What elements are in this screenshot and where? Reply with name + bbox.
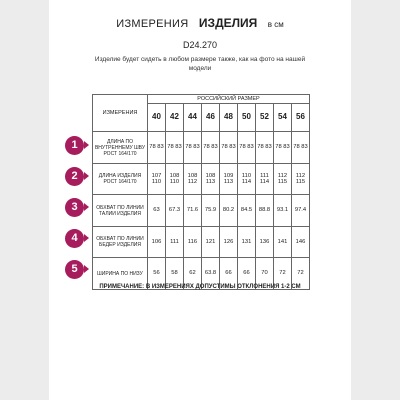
table-cell: 62 xyxy=(184,258,202,290)
size-header: 56 xyxy=(292,104,310,132)
table-cell: 78 83 xyxy=(202,132,220,164)
table-cell: 110 114 xyxy=(238,164,256,195)
table-cell: 131 xyxy=(238,227,256,258)
row-label: ОБХВАТ ПО ЛИНИИ БЕДЕР ИЗДЕЛИЯ xyxy=(93,227,148,258)
table-cell: 78 83 xyxy=(274,132,292,164)
size-table xyxy=(92,94,310,290)
size-header: 48 xyxy=(220,104,238,132)
size-header: 50 xyxy=(238,104,256,132)
badge-pointer xyxy=(84,141,89,149)
row-label: ШИРИНА ПО НИЗУ xyxy=(93,258,148,290)
title-units: в см xyxy=(267,20,284,29)
table-cell: 78 83 xyxy=(166,132,184,164)
table-cell: 146 xyxy=(292,227,310,258)
table-cell: 93.1 xyxy=(274,195,292,227)
table-cell: 111 114 xyxy=(256,164,274,195)
size-chart-sheet xyxy=(49,0,351,400)
size-header: 46 xyxy=(202,104,220,132)
table-cell: 63.8 xyxy=(202,258,220,290)
row-number-badge: 5 xyxy=(65,260,84,279)
table-cell: 67.3 xyxy=(166,195,184,227)
table-cell: 66 xyxy=(220,258,238,290)
size-group-label: РОССИЙСКИЙ РАЗМЕР xyxy=(148,95,310,104)
size-header: 42 xyxy=(166,104,184,132)
table-cell: 78 83 xyxy=(238,132,256,164)
badge-pointer xyxy=(84,265,89,273)
title-product: ИЗДЕЛИЯ xyxy=(198,16,258,30)
table-cell: 78 83 xyxy=(220,132,238,164)
table-cell: 71.6 xyxy=(184,195,202,227)
table-cell: 97.4 xyxy=(292,195,310,227)
badge-pointer xyxy=(84,203,89,211)
table-cell: 84.5 xyxy=(238,195,256,227)
table-cell: 121 xyxy=(202,227,220,258)
corner-label: ИЗМЕРЕНИЯ xyxy=(93,95,148,132)
badge-pointer xyxy=(84,172,89,180)
row-number-badge: 4 xyxy=(65,229,84,248)
page-title xyxy=(49,14,351,32)
table-cell: 70 xyxy=(256,258,274,290)
table-cell: 63 xyxy=(148,195,166,227)
badge-pointer xyxy=(84,234,89,242)
table-cell: 58 xyxy=(166,258,184,290)
table-cell: 116 xyxy=(184,227,202,258)
table-cell: 112 115 xyxy=(292,164,310,195)
table-cell: 136 xyxy=(256,227,274,258)
row-number-badge: 3 xyxy=(65,198,84,217)
table-cell: 88.8 xyxy=(256,195,274,227)
title-measurements: ИЗМЕРЕНИЯ xyxy=(116,18,189,30)
table-cell: 78 83 xyxy=(184,132,202,164)
size-header: 54 xyxy=(274,104,292,132)
fit-note: Изделие будет сидеть в любом размере также, как на фото на нашей модели xyxy=(94,56,306,72)
table-cell: 111 xyxy=(166,227,184,258)
table-cell: 75.9 xyxy=(202,195,220,227)
table-cell: 108 113 xyxy=(202,164,220,195)
size-header: 40 xyxy=(148,104,166,132)
row-number-badge: 1 xyxy=(65,136,84,155)
article-number: D24.270 xyxy=(182,40,218,50)
table-cell: 126 xyxy=(220,227,238,258)
table-row xyxy=(93,164,310,195)
table-cell: 112 115 xyxy=(274,164,292,195)
table-cell: 66 xyxy=(238,258,256,290)
table-row xyxy=(93,227,310,258)
table-cell: 56 xyxy=(148,258,166,290)
tolerance-note: ПРИМЕЧАНИЕ: В ИЗМЕРЕНИЯХ ДОПУСТИМЫ ОТКЛОНЕНИЯ 1-2 СМ xyxy=(99,284,301,290)
size-header: 52 xyxy=(256,104,274,132)
row-label: ДЛИНА ИЗДЕЛИЯ РОСТ 164/170 xyxy=(93,164,148,195)
table-cell: 108 110 xyxy=(166,164,184,195)
table-row xyxy=(93,195,310,227)
table-cell: 72 xyxy=(292,258,310,290)
size-header: 44 xyxy=(184,104,202,132)
table-row xyxy=(93,132,310,164)
row-number-badge: 2 xyxy=(65,167,84,186)
table-cell: 141 xyxy=(274,227,292,258)
table-cell: 78 83 xyxy=(256,132,274,164)
table-cell: 109 113 xyxy=(220,164,238,195)
table-cell: 72 xyxy=(274,258,292,290)
table-cell: 107 110 xyxy=(148,164,166,195)
table-cell: 78 83 xyxy=(148,132,166,164)
table-cell: 108 112 xyxy=(184,164,202,195)
table-cell: 106 xyxy=(148,227,166,258)
table-cell: 80.2 xyxy=(220,195,238,227)
row-label: ОБХВАТ ПО ЛИНИИ ТАЛИИ ИЗДЕЛИЯ xyxy=(93,195,148,227)
table-cell: 78 83 xyxy=(292,132,310,164)
row-label: ДЛИНА ПО ВНУТРЕННЕМУ ШВУ РОСТ 164/170 xyxy=(93,132,148,164)
